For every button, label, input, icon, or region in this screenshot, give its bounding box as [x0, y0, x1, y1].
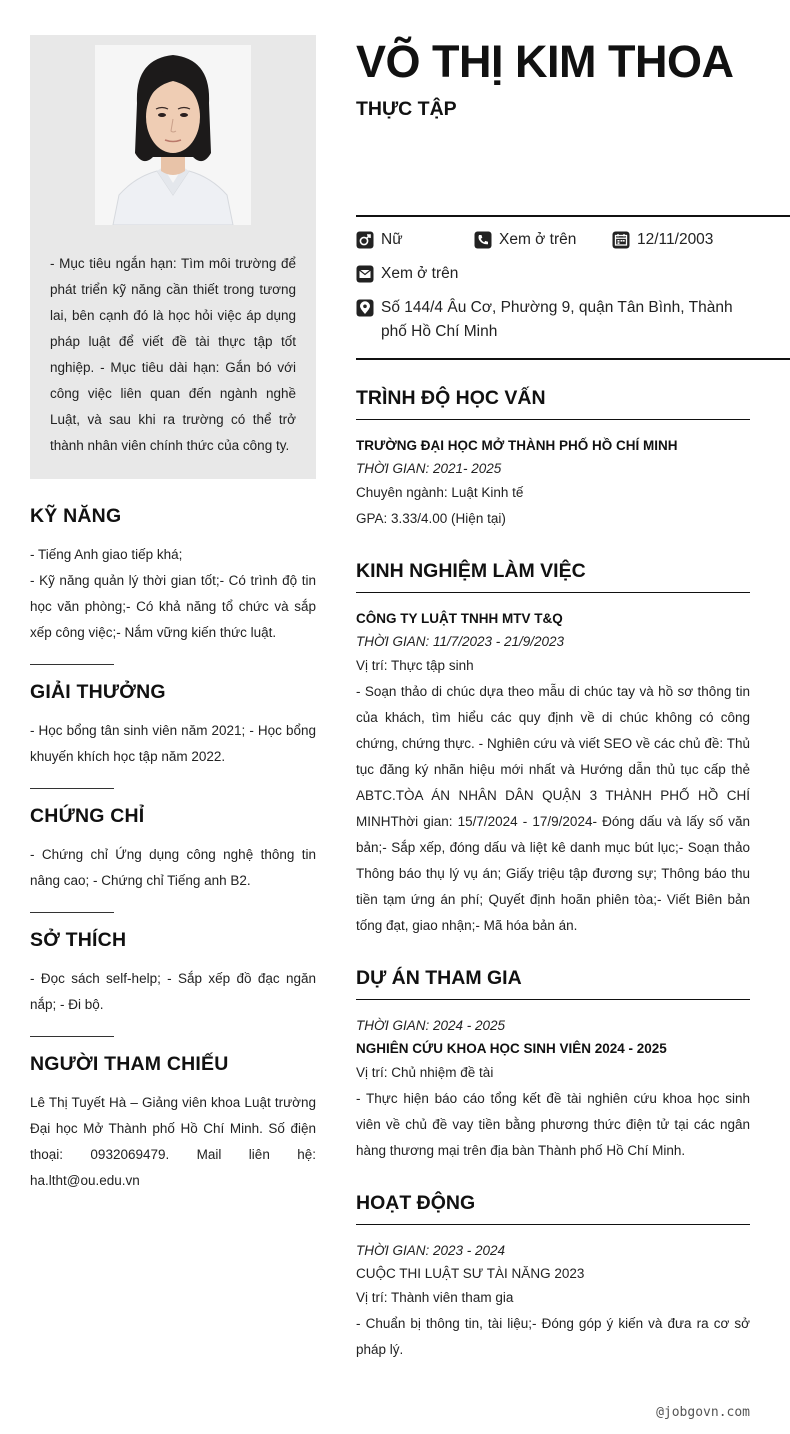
full-name: VÕ THỊ KIM THOA [356, 36, 734, 87]
certificates-section [30, 805, 316, 913]
experience-heading: KINH NGHIỆM LÀM VIỆC [356, 560, 586, 582]
skills-section [30, 505, 316, 665]
mail-icon [356, 265, 374, 283]
watermark-text: @jobgovn.com [656, 1405, 750, 1420]
certificates-text: - Chứng chỉ Ứng dụng công nghệ thông tin nâng cao; - Chứng chỉ Tiếng anh B2. [30, 847, 316, 888]
references-section [30, 1053, 316, 1194]
skills-text: - Tiếng Anh giao tiếp khá; - Kỹ năng quản lý thời gian tốt;- Có trình độ tin học văn phòng;- Có khả năng tổ chức và sắp xếp công việc;- Nắm vững kiến thức luật. [30, 547, 316, 640]
skills-heading: KỸ NĂNG [30, 505, 122, 527]
section-divider [30, 664, 114, 665]
job-title: THỰC TẬP [356, 98, 457, 120]
profile-card [30, 35, 316, 479]
project-position: Vị trí: Chủ nhiệm đề tài [356, 1065, 494, 1080]
section-rule [356, 1224, 750, 1225]
references-heading: NGƯỜI THAM CHIẾU [30, 1053, 229, 1075]
references-text: Lê Thị Tuyết Hà – Giảng viên khoa Luật trường Đại học Mở Thành phố Hồ Chí Minh. Số điện thoại: 0932069479. Mail liên hệ: ha.ltht@ou.edu.vn [30, 1095, 316, 1188]
education-major: Chuyên ngành: Luật Kinh tế [356, 485, 524, 500]
activity-position: Vị trí: Thành viên tham gia [356, 1290, 514, 1305]
education-time: THỜI GIAN: 2021- 2025 [356, 461, 502, 476]
experience-description: - Soạn thảo di chúc dựa theo mẫu di chúc tay và hồ sơ thông tin của khách, tìm hiểu các quy định về di chúc không có công chứng, chứng thực. - Nghiên cứu và viết SEO về các chủ đề: Thủ tục đăng ký nhãn hiệu mới nhất và Hướng dẫn thủ tục cấp thẻ ABTC.TÒA ÁN NHÂN DÂN QUẬN 3 THÀNH PHỐ HỒ CHÍ MINHThời gian: 15/7/2024 - 17/9/2024- Đóng dấu và lấy số văn bản;- Sắp xếp, đóng dấu và liệt kê danh mục bút lục;- Soạn thảo Thông báo thụ lý vụ án; Giấy triệu tập đương sự; Thông báo thu tiền tạm ứng án phí; Quyết định hoãn phiên tòa;- Viết Biên bản tống đạt, giao nhận;- Mã hóa bản án. [356, 684, 750, 933]
company-name: CÔNG TY LUẬT TNHH MTV T&Q [356, 611, 563, 626]
section-rule [356, 592, 750, 593]
birthday-row [612, 228, 713, 252]
awards-section [30, 681, 316, 789]
section-divider [30, 912, 114, 913]
phone-value: Xem ở trên [499, 231, 577, 248]
hobbies-heading: SỞ THÍCH [30, 929, 127, 951]
phone-row [474, 228, 576, 252]
certificates-heading: CHỨNG CHỈ [30, 805, 145, 827]
gender-icon [356, 231, 374, 249]
section-rule [356, 419, 750, 420]
left-column [30, 35, 316, 1194]
gender-row [356, 228, 403, 252]
activities-heading: HOẠT ĐỘNG [356, 1192, 476, 1214]
section-rule [356, 999, 750, 1000]
birthday-value: 12/11/2003 [637, 231, 714, 248]
experience-position: Vị trí: Thực tập sinh [356, 658, 474, 673]
awards-heading: GIẢI THƯỞNG [30, 681, 166, 703]
calendar-icon [612, 231, 630, 249]
phone-icon [474, 231, 492, 249]
address-value: Số 144/4 Âu Cơ, Phường 9, quận Tân Bình, Thành phố Hồ Chí Minh [381, 299, 733, 340]
project-description: - Thực hiện báo cáo tổng kết đề tài nghiên cứu khoa học sinh viên về chủ đề vay tiền bằng phương thức điện tử tại các ngân hàng thương mại trên địa bàn Thành phố Hồ Chí Minh. [356, 1091, 750, 1158]
activity-description: - Chuẩn bị thông tin, tài liệu;- Đóng góp ý kiến và đưa ra cơ sở pháp lý. [356, 1316, 750, 1357]
career-objective: - Mục tiêu ngắn hạn: Tìm môi trường để phát triển kỹ năng cần thiết trong tương lai, bên cạnh đó là học hỏi việc áp dụng pháp luật để viết đề tài thực tập tốt nghiệp. - Mục tiêu dài hạn: Gắn bó với công việc liên quan đến ngành nghề Luật, và sau khi ra trường có thể trở thành nhân viên chính thức của công ty. [50, 256, 296, 453]
projects-section [356, 967, 750, 1164]
project-name: NGHIÊN CỨU KHOA HỌC SINH VIÊN 2024 - 2025 [356, 1041, 667, 1056]
hobbies-section [30, 929, 316, 1037]
projects-heading: DỰ ÁN THAM GIA [356, 967, 522, 989]
section-divider [30, 788, 114, 789]
email-value: Xem ở trên [381, 265, 459, 282]
education-heading: TRÌNH ĐỘ HỌC VẤN [356, 387, 546, 409]
experience-time: THỜI GIAN: 11/7/2023 - 21/9/2023 [356, 634, 565, 649]
contact-info [356, 215, 790, 360]
project-time: THỜI GIAN: 2024 - 2025 [356, 1018, 506, 1033]
education-gpa: GPA: 3.33/4.00 (Hiện tại) [356, 511, 506, 526]
activity-time: THỜI GIAN: 2023 - 2024 [356, 1243, 506, 1258]
profile-photo [95, 45, 251, 225]
section-divider [30, 1036, 114, 1037]
education-section [356, 387, 750, 532]
gender-value: Nữ [381, 231, 403, 248]
location-icon [356, 299, 374, 317]
activities-section [356, 1192, 750, 1363]
email-row [356, 262, 458, 286]
activity-name: CUỘC THI LUẬT SƯ TÀI NĂNG 2023 [356, 1266, 585, 1281]
experience-section [356, 560, 750, 939]
awards-text: - Học bổng tân sinh viên năm 2021; - Học bổng khuyến khích học tập năm 2022. [30, 723, 316, 764]
school-name: TRƯỜNG ĐẠI HỌC MỞ THÀNH PHỐ HỒ CHÍ MINH [356, 438, 678, 453]
address-row [356, 296, 746, 344]
hobbies-text: - Đọc sách self-help; - Sắp xếp đồ đạc ngăn nắp; - Đi bộ. [30, 971, 316, 1012]
